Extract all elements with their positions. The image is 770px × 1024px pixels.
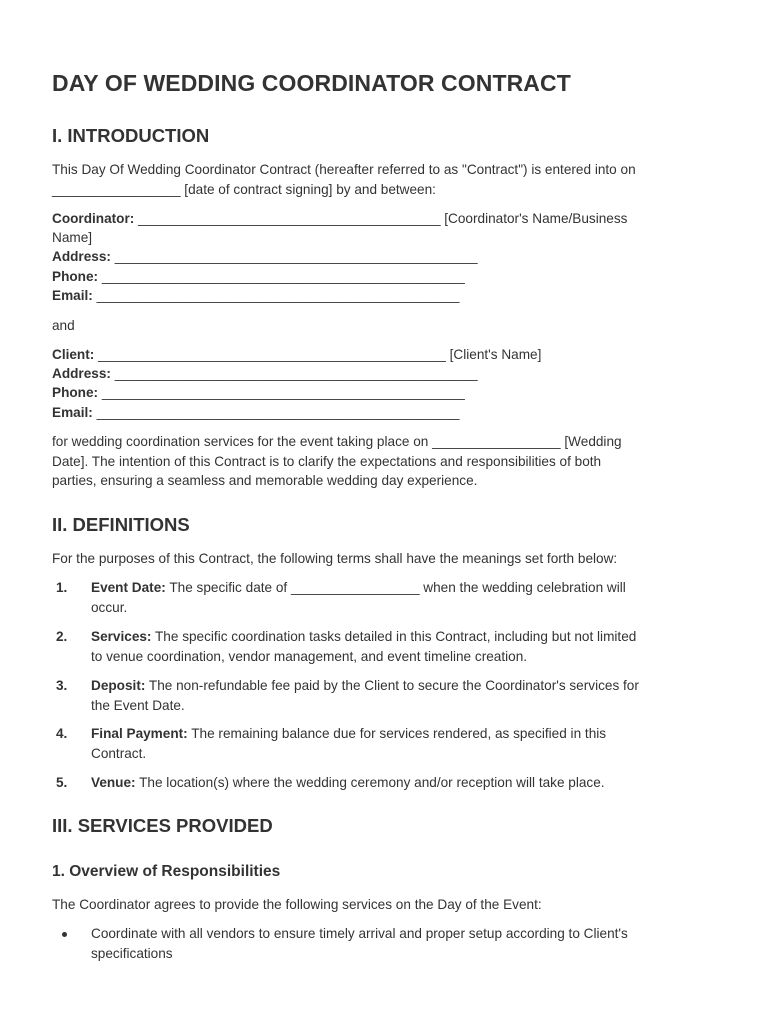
services-subheading: 1. Overview of Responsibilities xyxy=(52,863,281,880)
bullet-icon xyxy=(62,932,67,937)
intro-heading: I. INTRODUCTION xyxy=(52,125,210,146)
coordinator-email-label: Email: xyxy=(52,288,93,303)
definition-term: Services: xyxy=(91,629,152,644)
document-title: DAY OF WEDDING COORDINATOR CONTRACT xyxy=(52,70,571,96)
services-bullet-item xyxy=(52,924,724,963)
coordinator-name-continued: Name] xyxy=(52,230,93,245)
definition-term: Final Payment: xyxy=(91,726,188,741)
coordinator-email-line xyxy=(52,286,459,306)
coordinator-name-blank: ________________________________________ [Coordinator's Name/Business xyxy=(138,211,628,226)
client-address-blank: ________________________________________________ xyxy=(114,366,478,381)
definitions-heading: II. DEFINITIONS xyxy=(52,514,190,535)
coordinator-phone-blank: ________________________________________________ xyxy=(101,269,465,284)
services-lead: The Coordinator agrees to provide the following services on the Day of the Event: xyxy=(52,897,542,912)
definition-item xyxy=(52,627,724,666)
intro-paragraph-line: _________________ [date of contract signing] by and between: xyxy=(52,182,436,197)
definition-number: 5. xyxy=(56,775,68,790)
coordinator-name-label: Coordinator: xyxy=(52,211,135,226)
definition-item xyxy=(52,724,724,763)
coordinator-address-line xyxy=(52,247,478,267)
definition-text: The location(s) where the wedding ceremony and/or reception will take place. xyxy=(135,775,605,790)
definition-number: 2. xyxy=(56,629,68,644)
client-name-label: Client: xyxy=(52,347,95,362)
intro-closing-line: for wedding coordination services for the event taking place on _________________ [Wedding xyxy=(52,434,622,449)
definition-item xyxy=(52,578,724,617)
and-text: and xyxy=(52,318,75,333)
intro-closing-line: Date]. The intention of this Contract is to clarify the expectations and responsibilities of both xyxy=(52,454,602,469)
bullet-text: Coordinate with all vendors to ensure timely arrival and proper setup according to Client's xyxy=(91,926,628,941)
definition-item xyxy=(52,676,724,715)
intro-closing-line: parties, ensuring a seamless and memorable wedding day experience. xyxy=(52,473,478,488)
client-address-line xyxy=(52,364,478,384)
definitions-lead: For the purposes of this Contract, the following terms shall have the meanings set forth below: xyxy=(52,551,618,566)
client-email-blank: ________________________________________________ xyxy=(96,405,460,420)
client-address-label: Address: xyxy=(52,366,111,381)
coordinator-phone-label: Phone: xyxy=(52,269,99,284)
definition-text-continued: to venue coordination, vendor management, and event timeline creation. xyxy=(91,648,528,664)
definition-text-continued: Contract. xyxy=(91,745,147,761)
definition-text: The specific date of _________________ when the wedding celebration will xyxy=(165,580,626,595)
definition-term: Deposit: xyxy=(91,678,146,693)
client-name-blank: ______________________________________________ [Client's Name] xyxy=(98,347,542,362)
definition-number: 4. xyxy=(56,726,68,741)
client-phone-line xyxy=(52,383,465,403)
definition-text-continued: occur. xyxy=(91,599,128,615)
definition-text: The remaining balance due for services rendered, as specified in this xyxy=(187,726,607,741)
client-phone-label: Phone: xyxy=(52,385,99,400)
intro-paragraph-line: This Day Of Wedding Coordinator Contract (hereafter referred to as "Contract") is entered into on xyxy=(52,162,636,177)
coordinator-name-line xyxy=(52,209,627,229)
client-email-line xyxy=(52,403,459,423)
definition-number: 1. xyxy=(56,580,68,595)
client-phone-blank: ________________________________________________ xyxy=(101,385,465,400)
definition-text: The non-refundable fee paid by the Client to secure the Coordinator's services for xyxy=(145,678,639,693)
coordinator-phone-line xyxy=(52,267,465,287)
coordinator-address-blank: ________________________________________________ xyxy=(114,249,478,264)
client-name-line xyxy=(52,345,541,365)
coordinator-address-label: Address: xyxy=(52,249,111,264)
definition-term: Event Date: xyxy=(91,580,166,595)
definition-text: The specific coordination tasks detailed in this Contract, including but not limited xyxy=(151,629,637,644)
definition-text-continued: the Event Date. xyxy=(91,697,185,713)
definition-term: Venue: xyxy=(91,775,136,790)
bullet-text-continued: specifications xyxy=(91,945,173,961)
client-email-label: Email: xyxy=(52,405,93,420)
definition-number: 3. xyxy=(56,678,68,693)
definition-item xyxy=(52,773,724,793)
services-heading: III. SERVICES PROVIDED xyxy=(52,815,273,836)
coordinator-email-blank: ________________________________________________ xyxy=(96,288,460,303)
